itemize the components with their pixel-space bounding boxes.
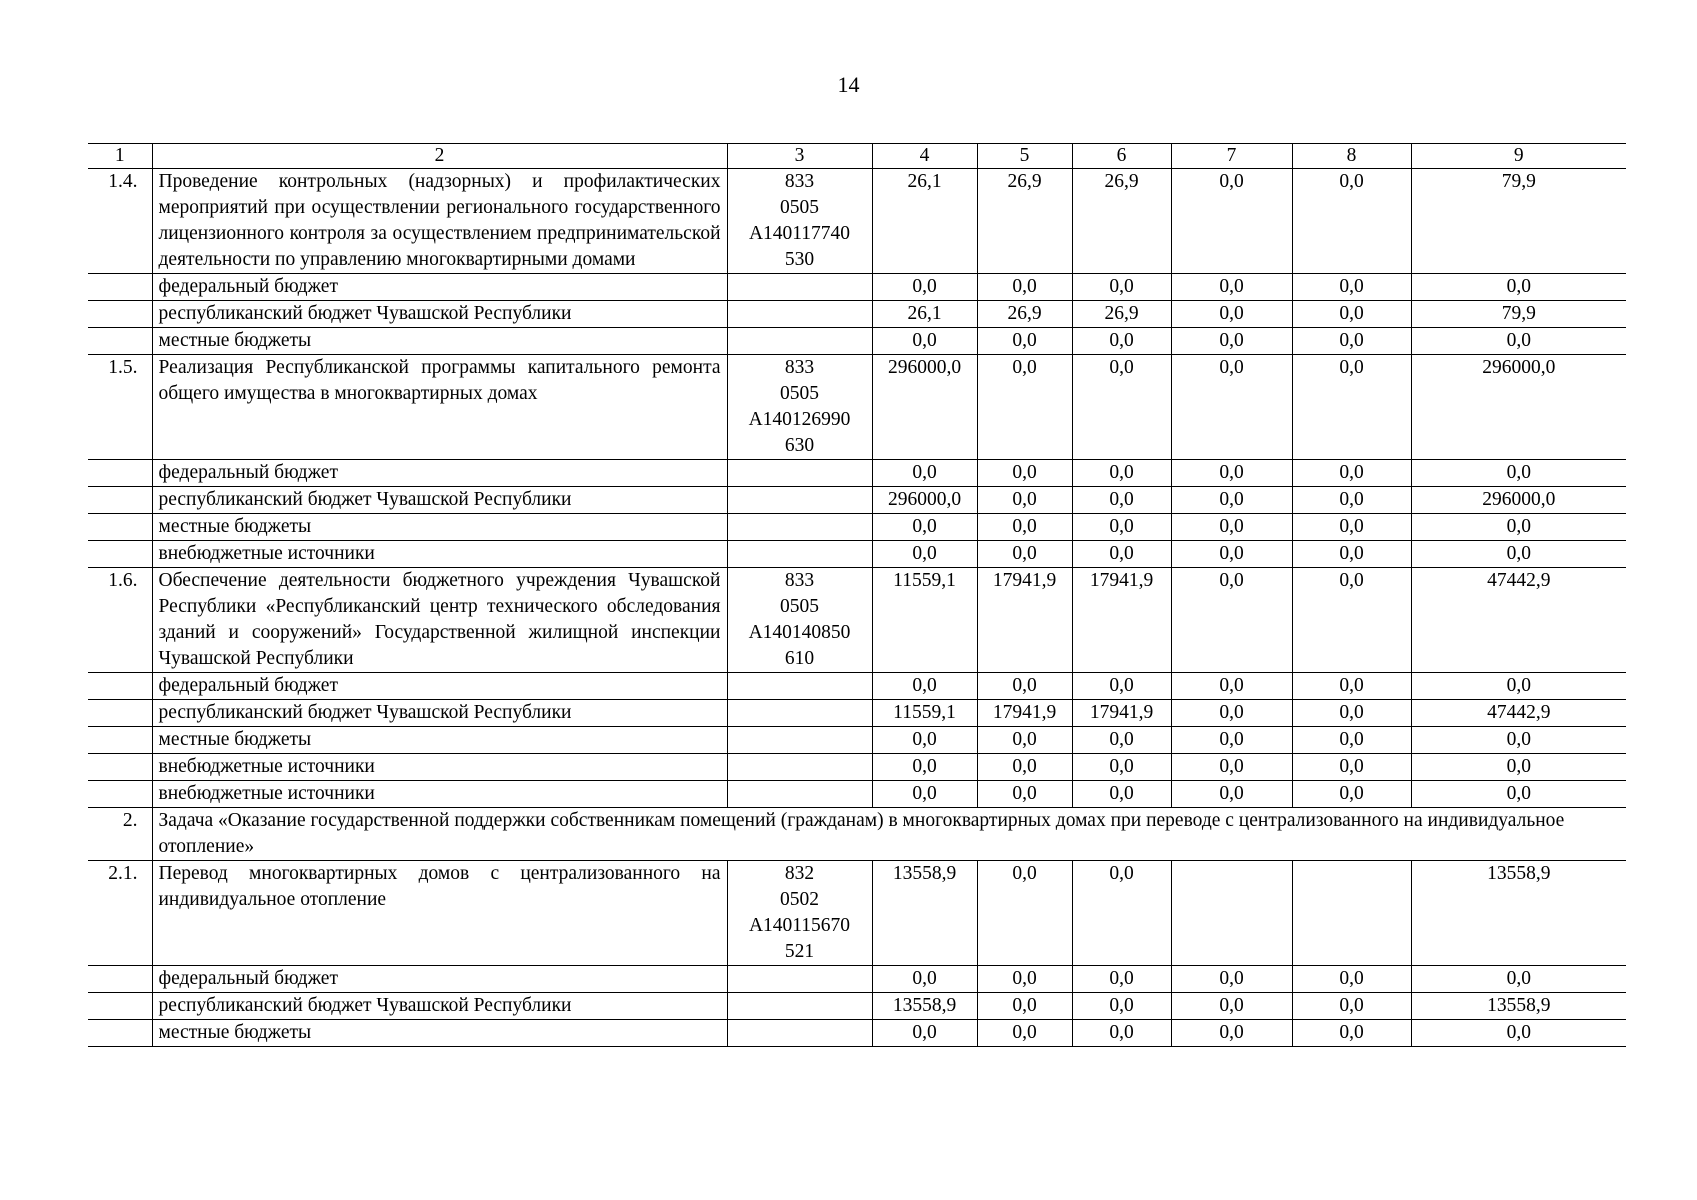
task-description-cell: Задача «Оказание государственной поддержки собственникам помещений (гражданам) в многоквартирных домах при переводе с централизованного на индивидуальное отопление» xyxy=(152,808,1626,861)
value-cell-col-8: 0,0 xyxy=(1292,727,1411,754)
value-cell-col-4: 0,0 xyxy=(872,673,977,700)
source-row xyxy=(88,328,1626,355)
budget-code-line: 0505 xyxy=(780,197,819,218)
row-number-cell xyxy=(88,966,152,993)
value-cell-col-9: 0,0 xyxy=(1411,966,1626,993)
value-cell-col-7 xyxy=(1171,861,1292,966)
value-cell-col-6: 0,0 xyxy=(1072,727,1171,754)
budget-code-cell xyxy=(727,460,872,487)
description-cell: республиканский бюджет Чувашской Республики xyxy=(152,993,727,1020)
value-cell-col-9: 0,0 xyxy=(1411,754,1626,781)
value-cell-col-4: 11559,1 xyxy=(872,700,977,727)
value-cell-col-6: 26,9 xyxy=(1072,301,1171,328)
value-cell-col-6: 0,0 xyxy=(1072,966,1171,993)
description-cell: местные бюджеты xyxy=(152,727,727,754)
budget-code-cell xyxy=(727,355,872,460)
header-cell-4: 4 xyxy=(872,144,977,169)
budget-code-cell xyxy=(727,727,872,754)
description-cell: Реализация Республиканской программы капитального ремонта общего имущества в многоквартирных домах xyxy=(152,355,727,460)
value-cell-col-8: 0,0 xyxy=(1292,700,1411,727)
value-cell-col-5: 17941,9 xyxy=(977,568,1072,673)
budget-code-cell xyxy=(727,673,872,700)
budget-code-line: А140117740 xyxy=(748,223,851,244)
value-cell-col-5: 0,0 xyxy=(977,328,1072,355)
value-cell-col-9: 0,0 xyxy=(1411,460,1626,487)
header-cell-9: 9 xyxy=(1411,144,1626,169)
header-cell-8: 8 xyxy=(1292,144,1411,169)
value-cell-col-6: 17941,9 xyxy=(1072,700,1171,727)
value-cell-col-7: 0,0 xyxy=(1171,328,1292,355)
value-cell-col-5: 0,0 xyxy=(977,754,1072,781)
row-number-cell xyxy=(88,673,152,700)
value-cell-col-8: 0,0 xyxy=(1292,993,1411,1020)
value-cell-col-6: 0,0 xyxy=(1072,514,1171,541)
source-row xyxy=(88,966,1626,993)
value-cell-col-6: 0,0 xyxy=(1072,673,1171,700)
source-row xyxy=(88,541,1626,568)
value-cell-col-4: 11559,1 xyxy=(872,568,977,673)
description-cell: федеральный бюджет xyxy=(152,966,727,993)
source-row xyxy=(88,700,1626,727)
description-cell: федеральный бюджет xyxy=(152,274,727,301)
source-row xyxy=(88,727,1626,754)
budget-table xyxy=(88,143,1626,1047)
budget-code-cell xyxy=(727,966,872,993)
budget-code-line: А140140850 xyxy=(748,622,851,643)
row-number-cell xyxy=(88,993,152,1020)
row-number-cell xyxy=(88,727,152,754)
source-row xyxy=(88,514,1626,541)
value-cell-col-8: 0,0 xyxy=(1292,781,1411,808)
value-cell-col-4: 0,0 xyxy=(872,966,977,993)
value-cell-col-7: 0,0 xyxy=(1171,568,1292,673)
value-cell-col-4: 26,1 xyxy=(872,301,977,328)
budget-code-line: 610 xyxy=(784,648,815,669)
value-cell-col-4: 296000,0 xyxy=(872,487,977,514)
value-cell-col-8: 0,0 xyxy=(1292,460,1411,487)
value-cell-col-8: 0,0 xyxy=(1292,169,1411,274)
value-cell-col-7: 0,0 xyxy=(1171,169,1292,274)
budget-code-cell xyxy=(727,700,872,727)
header-cell-6: 6 xyxy=(1072,144,1171,169)
value-cell-col-8: 0,0 xyxy=(1292,541,1411,568)
row-number-cell: 1.5. xyxy=(88,355,152,460)
value-cell-col-8 xyxy=(1292,861,1411,966)
header-row xyxy=(88,144,1626,169)
value-cell-col-4: 26,1 xyxy=(872,169,977,274)
budget-code-line: 833 xyxy=(784,357,815,378)
row-number-cell xyxy=(88,700,152,727)
value-cell-col-6: 0,0 xyxy=(1072,274,1171,301)
value-cell-col-5: 26,9 xyxy=(977,169,1072,274)
task-row xyxy=(88,808,1626,861)
value-cell-col-7: 0,0 xyxy=(1171,993,1292,1020)
measure-row xyxy=(88,861,1626,966)
value-cell-col-9: 0,0 xyxy=(1411,781,1626,808)
value-cell-col-5: 0,0 xyxy=(977,993,1072,1020)
row-number-cell: 2.1. xyxy=(88,861,152,966)
header-cell-7: 7 xyxy=(1171,144,1292,169)
value-cell-col-9: 0,0 xyxy=(1411,514,1626,541)
value-cell-col-6: 17941,9 xyxy=(1072,568,1171,673)
value-cell-col-7: 0,0 xyxy=(1171,301,1292,328)
row-number-cell xyxy=(88,274,152,301)
value-cell-col-8: 0,0 xyxy=(1292,274,1411,301)
value-cell-col-7: 0,0 xyxy=(1171,274,1292,301)
value-cell-col-6: 0,0 xyxy=(1072,781,1171,808)
value-cell-col-7: 0,0 xyxy=(1171,541,1292,568)
value-cell-col-6: 0,0 xyxy=(1072,460,1171,487)
value-cell-col-9: 0,0 xyxy=(1411,541,1626,568)
value-cell-col-5: 26,9 xyxy=(977,301,1072,328)
budget-code-cell xyxy=(727,169,872,274)
value-cell-col-7: 0,0 xyxy=(1171,487,1292,514)
value-cell-col-8: 0,0 xyxy=(1292,1020,1411,1047)
value-cell-col-7: 0,0 xyxy=(1171,673,1292,700)
value-cell-col-5: 0,0 xyxy=(977,966,1072,993)
value-cell-col-8: 0,0 xyxy=(1292,673,1411,700)
value-cell-col-8: 0,0 xyxy=(1292,966,1411,993)
row-number-cell xyxy=(88,328,152,355)
source-row xyxy=(88,274,1626,301)
measure-row xyxy=(88,169,1626,274)
row-number-cell: 2. xyxy=(88,808,152,861)
value-cell-col-4: 0,0 xyxy=(872,328,977,355)
value-cell-col-5: 0,0 xyxy=(977,274,1072,301)
row-number-cell xyxy=(88,754,152,781)
measure-row xyxy=(88,568,1626,673)
value-cell-col-7: 0,0 xyxy=(1171,727,1292,754)
value-cell-col-8: 0,0 xyxy=(1292,754,1411,781)
value-cell-col-6: 0,0 xyxy=(1072,541,1171,568)
source-row xyxy=(88,993,1626,1020)
value-cell-col-4: 0,0 xyxy=(872,781,977,808)
value-cell-col-9: 79,9 xyxy=(1411,301,1626,328)
source-row xyxy=(88,301,1626,328)
row-number-cell xyxy=(88,514,152,541)
description-cell: внебюджетные источники xyxy=(152,754,727,781)
budget-code-line: А140126990 xyxy=(748,409,851,430)
source-row xyxy=(88,1020,1626,1047)
budget-code-cell xyxy=(727,993,872,1020)
description-cell: Перевод многоквартирных домов с централизованного на индивидуальное отопление xyxy=(152,861,727,966)
source-row xyxy=(88,460,1626,487)
value-cell-col-8: 0,0 xyxy=(1292,355,1411,460)
value-cell-col-4: 296000,0 xyxy=(872,355,977,460)
measure-row xyxy=(88,355,1626,460)
value-cell-col-9: 0,0 xyxy=(1411,328,1626,355)
budget-code-line: 530 xyxy=(784,249,815,270)
value-cell-col-7: 0,0 xyxy=(1171,781,1292,808)
value-cell-col-9: 0,0 xyxy=(1411,1020,1626,1047)
value-cell-col-5: 0,0 xyxy=(977,514,1072,541)
budget-code-cell xyxy=(727,541,872,568)
value-cell-col-5: 0,0 xyxy=(977,781,1072,808)
description-cell: Проведение контрольных (надзорных) и профилактических мероприятий при осуществлении регионального государственного лицензионного контроля за осуществлением предпринимательской деятельности по управлению многоквартирными домами xyxy=(152,169,727,274)
description-cell: местные бюджеты xyxy=(152,328,727,355)
value-cell-col-8: 0,0 xyxy=(1292,514,1411,541)
description-cell: республиканский бюджет Чувашской Республики xyxy=(152,301,727,328)
value-cell-col-7: 0,0 xyxy=(1171,355,1292,460)
value-cell-col-9: 13558,9 xyxy=(1411,993,1626,1020)
value-cell-col-6: 0,0 xyxy=(1072,861,1171,966)
value-cell-col-6: 0,0 xyxy=(1072,328,1171,355)
description-cell: внебюджетные источники xyxy=(152,541,727,568)
value-cell-col-4: 0,0 xyxy=(872,754,977,781)
row-number-cell xyxy=(88,1020,152,1047)
value-cell-col-5: 0,0 xyxy=(977,355,1072,460)
value-cell-col-7: 0,0 xyxy=(1171,514,1292,541)
value-cell-col-8: 0,0 xyxy=(1292,301,1411,328)
row-number-cell xyxy=(88,781,152,808)
budget-code-line: 0502 xyxy=(780,889,819,910)
value-cell-col-4: 0,0 xyxy=(872,727,977,754)
description-cell: федеральный бюджет xyxy=(152,673,727,700)
budget-code-cell xyxy=(727,861,872,966)
row-number-cell xyxy=(88,487,152,514)
value-cell-col-9: 47442,9 xyxy=(1411,700,1626,727)
value-cell-col-9: 13558,9 xyxy=(1411,861,1626,966)
row-number-cell: 1.4. xyxy=(88,169,152,274)
value-cell-col-5: 0,0 xyxy=(977,727,1072,754)
value-cell-col-9: 47442,9 xyxy=(1411,568,1626,673)
value-cell-col-5: 0,0 xyxy=(977,541,1072,568)
value-cell-col-9: 79,9 xyxy=(1411,169,1626,274)
value-cell-col-9: 296000,0 xyxy=(1411,487,1626,514)
value-cell-col-4: 13558,9 xyxy=(872,993,977,1020)
budget-code-line: 833 xyxy=(784,171,815,192)
value-cell-col-5: 17941,9 xyxy=(977,700,1072,727)
source-row xyxy=(88,673,1626,700)
description-cell: внебюджетные источники xyxy=(152,781,727,808)
value-cell-col-5: 0,0 xyxy=(977,460,1072,487)
budget-code-cell xyxy=(727,328,872,355)
budget-code-cell xyxy=(727,301,872,328)
value-cell-col-7: 0,0 xyxy=(1171,966,1292,993)
budget-code-cell xyxy=(727,274,872,301)
budget-code-line: 0505 xyxy=(780,383,819,404)
header-cell-2: 2 xyxy=(152,144,727,169)
row-number-cell xyxy=(88,460,152,487)
value-cell-col-4: 0,0 xyxy=(872,1020,977,1047)
value-cell-col-5: 0,0 xyxy=(977,673,1072,700)
value-cell-col-5: 0,0 xyxy=(977,487,1072,514)
budget-code-cell xyxy=(727,1020,872,1047)
budget-code-line: 521 xyxy=(784,941,815,962)
value-cell-col-9: 0,0 xyxy=(1411,727,1626,754)
description-cell: республиканский бюджет Чувашской Республики xyxy=(152,487,727,514)
value-cell-col-8: 0,0 xyxy=(1292,487,1411,514)
table-body xyxy=(88,144,1626,1047)
description-cell: республиканский бюджет Чувашской Республики xyxy=(152,700,727,727)
value-cell-col-4: 0,0 xyxy=(872,541,977,568)
description-cell: федеральный бюджет xyxy=(152,460,727,487)
source-row xyxy=(88,487,1626,514)
value-cell-col-6: 0,0 xyxy=(1072,355,1171,460)
value-cell-col-4: 0,0 xyxy=(872,460,977,487)
value-cell-col-6: 0,0 xyxy=(1072,1020,1171,1047)
budget-code-line: 630 xyxy=(784,435,815,456)
header-cell-3: 3 xyxy=(727,144,872,169)
value-cell-col-4: 0,0 xyxy=(872,514,977,541)
value-cell-col-9: 0,0 xyxy=(1411,274,1626,301)
row-number-cell xyxy=(88,301,152,328)
budget-code-cell xyxy=(727,568,872,673)
header-cell-5: 5 xyxy=(977,144,1072,169)
value-cell-col-5: 0,0 xyxy=(977,861,1072,966)
budget-code-line: 0505 xyxy=(780,596,819,617)
budget-code-line: 832 xyxy=(784,863,815,884)
description-cell: местные бюджеты xyxy=(152,514,727,541)
value-cell-col-5: 0,0 xyxy=(977,1020,1072,1047)
budget-code-cell xyxy=(727,514,872,541)
value-cell-col-9: 296000,0 xyxy=(1411,355,1626,460)
value-cell-col-4: 13558,9 xyxy=(872,861,977,966)
value-cell-col-8: 0,0 xyxy=(1292,328,1411,355)
value-cell-col-6: 26,9 xyxy=(1072,169,1171,274)
value-cell-col-8: 0,0 xyxy=(1292,568,1411,673)
value-cell-col-6: 0,0 xyxy=(1072,993,1171,1020)
source-row xyxy=(88,781,1626,808)
page-number: 14 xyxy=(837,72,860,97)
source-row xyxy=(88,754,1626,781)
budget-code-cell xyxy=(727,487,872,514)
value-cell-col-7: 0,0 xyxy=(1171,700,1292,727)
budget-code-line: А140115670 xyxy=(748,915,851,936)
description-cell: Обеспечение деятельности бюджетного учреждения Чувашской Республики «Республиканский центр технического обследования зданий и сооружений» Государственной жилищной инспекции Чувашской Республики xyxy=(152,568,727,673)
value-cell-col-7: 0,0 xyxy=(1171,754,1292,781)
description-cell: местные бюджеты xyxy=(152,1020,727,1047)
budget-code-cell xyxy=(727,754,872,781)
budget-code-cell xyxy=(727,781,872,808)
value-cell-col-6: 0,0 xyxy=(1072,487,1171,514)
value-cell-col-9: 0,0 xyxy=(1411,673,1626,700)
budget-code-line: 833 xyxy=(784,570,815,591)
row-number-cell xyxy=(88,541,152,568)
header-cell-1: 1 xyxy=(88,144,152,169)
value-cell-col-6: 0,0 xyxy=(1072,754,1171,781)
row-number-cell: 1.6. xyxy=(88,568,152,673)
value-cell-col-4: 0,0 xyxy=(872,274,977,301)
value-cell-col-7: 0,0 xyxy=(1171,460,1292,487)
value-cell-col-7: 0,0 xyxy=(1171,1020,1292,1047)
